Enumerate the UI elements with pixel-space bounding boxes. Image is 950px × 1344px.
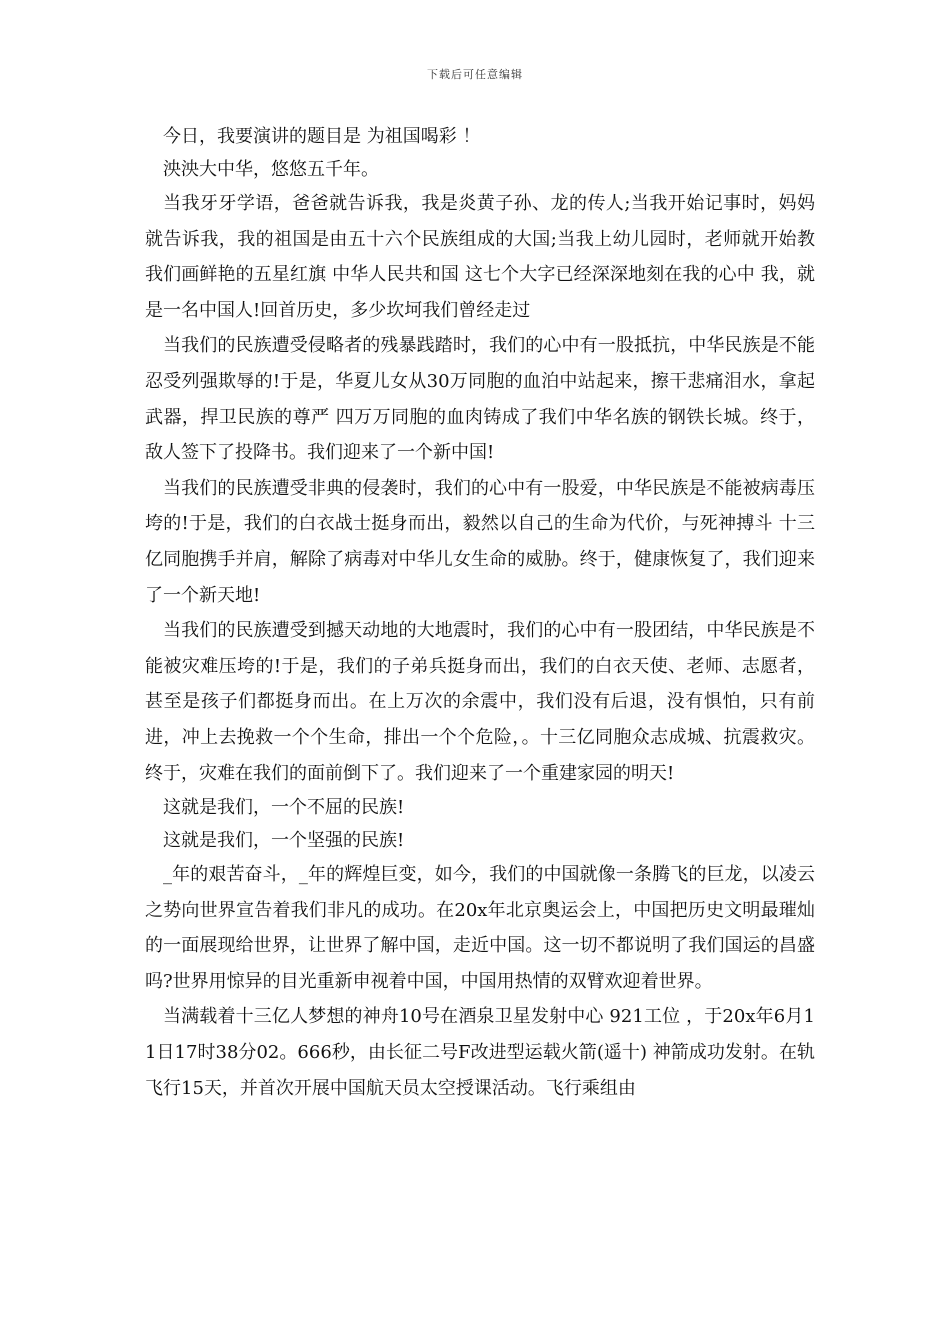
page-header: 下载后可任意编辑	[427, 68, 523, 81]
paragraph-invasion: 当我们的民族遭受侵略者的残暴践踏时，我们的心中有一股抵抗，中华民族是不能忍受列强欺辱的!于是，华夏儿女从30万同胞的血泊中站起来，擦干悲痛泪水，拿起武器，捍卫民族的尊严 四万万同胞的血肉铸成了我们中华名族的钢铁长城。终于，敌人签下了投降书。我们迎来了一个新中国!	[145, 335, 815, 464]
paragraph-heading-line: 泱泱大中华，悠悠五千年。	[163, 159, 379, 180]
paragraph-intro: 今日，我要演讲的题目是 为祖国喝彩 ！	[163, 126, 481, 147]
paragraph-rise: _年的艰苦奋斗，_年的辉煌巨变，如今，我们的中国就像一条腾飞的巨龙，以凌云之势向世界宣告着我们非凡的成功。在20x年北京奥运会上，中国把历史文明最璀灿的一面展现给世界，让世界了解中国，走近中国。这一切不都说明了我们国运的昌盛吗?世界用惊异的目光重新申视着中国，中国用热情的双臂欢迎着世界。	[145, 864, 815, 992]
paragraph-childhood: 当我牙牙学语，爸爸就告诉我，我是炎黄子孙、龙的传人;当我开始记事时，妈妈就告诉我，我的祖国是由五十六个民族组成的大国;当我上幼儿园时，老师就开始教我们画鲜艳的五星红旗 中华人民共和国 这七个大字已经深深地刻在我的心中 我，就是一名中国人!回首历史，多少坎坷我们曾经走过	[145, 193, 815, 321]
paragraph-shenzhou: 当满载着十三亿人梦想的神舟10号在酒泉卫星发射中心 921工位 ，于20x年6月11日17时38分02。666秒，由长征二号F改进型运载火箭(遥十) 神箭成功发射。在轨飞行15天，并首次开展中国航天员太空授课活动。飞行乘组由	[145, 1006, 815, 1099]
paragraph-strong: 这就是我们，一个坚强的民族!	[163, 830, 405, 852]
document-body	[145, 120, 815, 1106]
paragraph-earthquake: 当我们的民族遭受到撼天动地的大地震时，我们的心中有一股团结，中华民族是不能被灾难压垮的!于是，我们的子弟兵挺身而出，我们的白衣天使、老师、志愿者，甚至是孩子们都挺身而出。在上万次的余震中，我们没有后退，没有惧怕，只有前进，冲上去挽救一个个生命，排出一个个危险，。十三亿同胞众志成城、抗震救灾。终于，灾难在我们的面前倒下了。我们迎来了一个重建家园的明天!	[145, 620, 815, 784]
paragraph-unyielding: 这就是我们，一个不屈的民族!	[163, 797, 405, 819]
paragraph-sars: 当我们的民族遭受非典的侵袭时，我们的心中有一股爱，中华民族是不能被病毒压垮的!于是，我们的白衣战士挺身而出，毅然以自己的生命为代价，与死神搏斗 十三亿同胞携手并肩，解除了病毒对中华儿女生命的威胁。终于，健康恢复了，我们迎来了一个新天地!	[145, 477, 815, 606]
